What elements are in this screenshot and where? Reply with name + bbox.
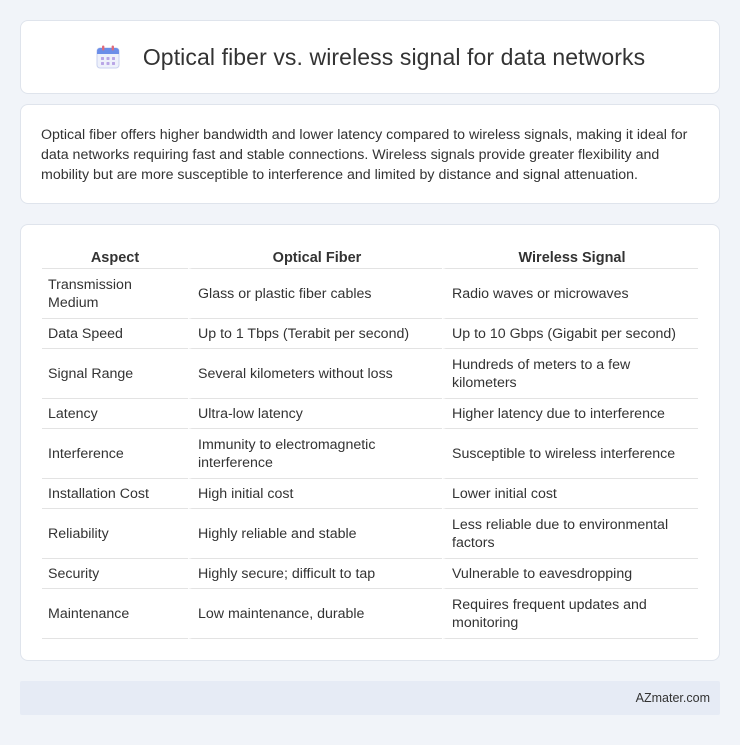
comparison-table — [42, 247, 698, 639]
cell-optical-fiber: Up to 1 Tbps (Terabit per second) — [188, 319, 442, 349]
cell-aspect: Reliability — [42, 509, 188, 559]
comparison-table-card — [20, 224, 720, 661]
cell-wireless-signal: Less reliable due to environmental factors — [442, 509, 698, 559]
cell-wireless-signal: Susceptible to wireless interference — [442, 429, 698, 479]
calendar-icon — [95, 44, 121, 70]
cell-aspect: Interference — [42, 429, 188, 479]
page-title: Optical fiber vs. wireless signal for data networks — [142, 43, 646, 70]
cell-optical-fiber: Highly reliable and stable — [188, 509, 442, 559]
header-optical-fiber: Optical Fiber — [188, 247, 442, 269]
table-row — [42, 319, 698, 349]
cell-wireless-signal: Hundreds of meters to a few kilometers — [442, 349, 698, 399]
cell-aspect: Installation Cost — [42, 479, 188, 509]
footer-bar — [20, 681, 720, 715]
table-row — [42, 429, 698, 479]
table-header-row — [42, 247, 698, 269]
cell-aspect: Transmission Medium — [42, 269, 188, 319]
footer-site-link[interactable]: AZmater.com — [635, 691, 710, 705]
cell-wireless-signal: Requires frequent updates and monitoring — [442, 589, 698, 639]
header-aspect: Aspect — [42, 247, 188, 269]
cell-wireless-signal: Up to 10 Gbps (Gigabit per second) — [442, 319, 698, 349]
cell-wireless-signal: Higher latency due to interference — [442, 399, 698, 429]
table-row — [42, 509, 698, 559]
table-row — [42, 399, 698, 429]
cell-optical-fiber: Low maintenance, durable — [188, 589, 442, 639]
cell-wireless-signal: Lower initial cost — [442, 479, 698, 509]
cell-optical-fiber: Highly secure; difficult to tap — [188, 559, 442, 589]
header-card — [20, 20, 720, 94]
cell-optical-fiber: Several kilometers without loss — [188, 349, 442, 399]
table-row — [42, 559, 698, 589]
table-row — [42, 349, 698, 399]
cell-wireless-signal: Radio waves or microwaves — [442, 269, 698, 319]
summary-card — [20, 104, 720, 204]
header-wireless-signal: Wireless Signal — [442, 247, 698, 269]
cell-optical-fiber: Ultra-low latency — [188, 399, 442, 429]
cell-optical-fiber: Immunity to electromagnetic interference — [188, 429, 442, 479]
table-row — [42, 479, 698, 509]
cell-aspect: Signal Range — [42, 349, 188, 399]
cell-aspect: Maintenance — [42, 589, 188, 639]
cell-optical-fiber: Glass or plastic fiber cables — [188, 269, 442, 319]
cell-wireless-signal: Vulnerable to eavesdropping — [442, 559, 698, 589]
cell-optical-fiber: High initial cost — [188, 479, 442, 509]
summary-text: Optical fiber offers higher bandwidth and lower latency compared to wireless signals, making it ideal for data networks requiring fast and stable connections. Wireless signals provide greater flexibility and mobility but are more susceptible to interference and limited by distance and signal attenuation. — [41, 127, 688, 183]
title-wrap — [95, 44, 645, 71]
cell-aspect: Security — [42, 559, 188, 589]
cell-aspect: Latency — [42, 399, 188, 429]
cell-aspect: Data Speed — [42, 319, 188, 349]
table-row — [42, 269, 698, 319]
table-row — [42, 589, 698, 639]
